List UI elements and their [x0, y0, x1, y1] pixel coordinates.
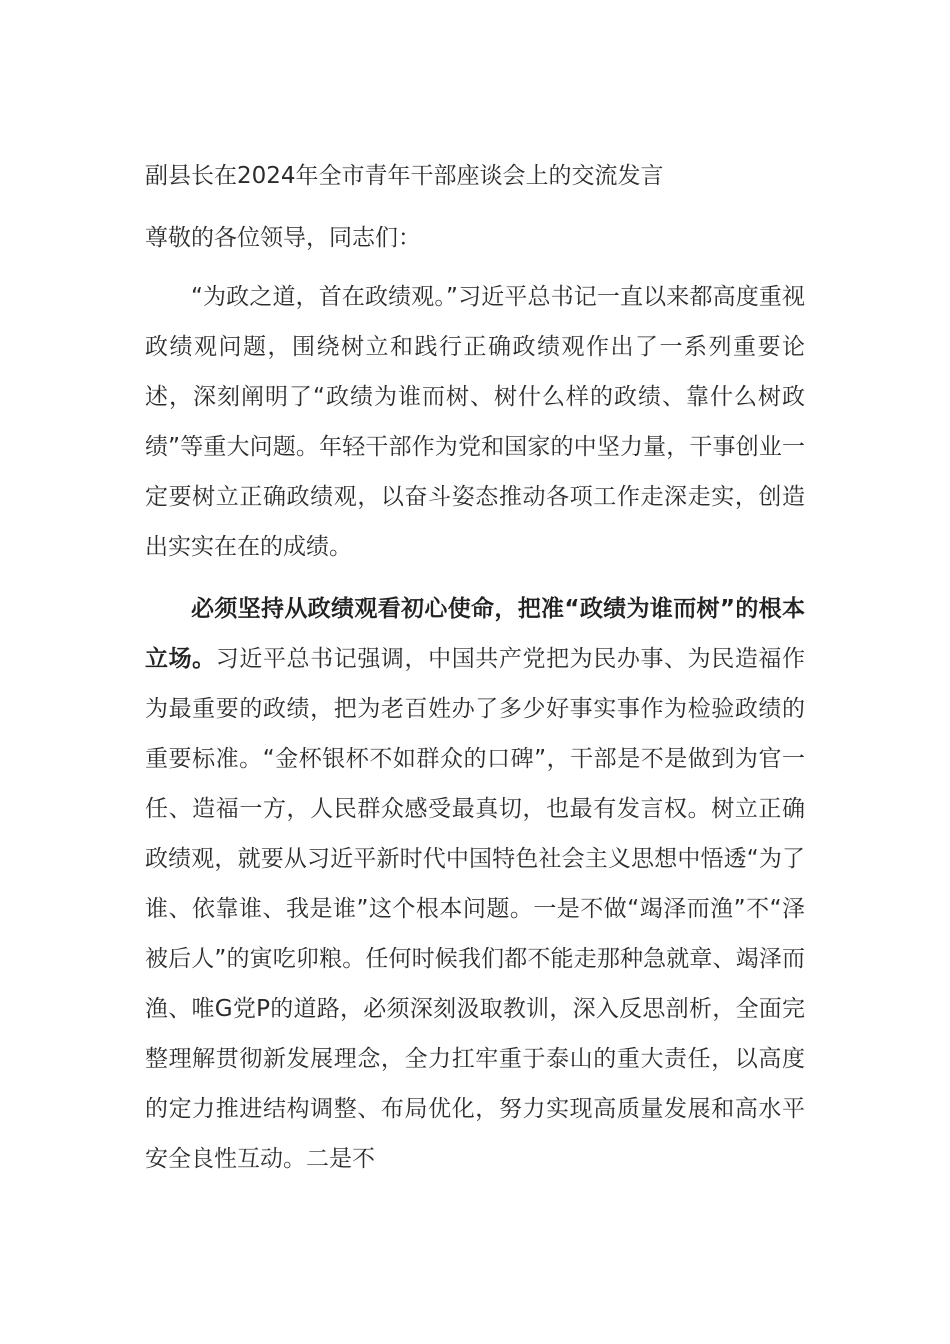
salutation: 尊敬的各位领导，同志们：: [145, 225, 421, 251]
paragraph-section-one: [145, 584, 805, 1184]
paragraph-body: 习近平总书记强调，中国共产党把为民办事、为民造福作为最重要的政绩，把为老百姓办了多少好事实事作为检验政绩的重要标准。“金杯银杯不如群众的口碑”，干部是不是做到为官一任、造福一方，人民群众感受最真切，也最有发言权。树立正确政绩观，就要从习近平新时代中国特色社会主义思想中悟透“为了谁、依靠谁、我是谁”这个根本问题。一是不做“竭泽而渔”不“泽被后人”的寅吃卯粮。任何时候我们都不能走那种急就章、竭泽而渔、唯G党P的道路，必须深刻汲取教训，深入反思剖析，全面完整理解贯彻新发展理念，全力扛牢重于泰山的重大责任，以高度的定力推进结构调整、布局优化，努力实现高质量发展和高水平安全良性互动。二是不: [145, 646, 806, 1172]
paragraph-intro: “为政之道，首在政绩观。”习近平总书记一直以来都高度重视政绩观问题，围绕树立和践行正确政绩观作出了一系列重要论述，深刻阐明了“政绩为谁而树、树什么样的政绩、靠什么树政绩”等重大问题。年轻干部作为党和国家的中坚力量，干事创业一定要树立正确政绩观，以奋斗姿态推动各项工作走深走实，创造出实实在在的成绩。: [145, 284, 805, 560]
document-title: 副县长在2024年全市青年干部座谈会上的交流发言: [145, 163, 664, 189]
paragraph-heading: 必须坚持从政绩观看初心使命，把准“政绩为谁而树”的根本立场。: [145, 596, 805, 672]
